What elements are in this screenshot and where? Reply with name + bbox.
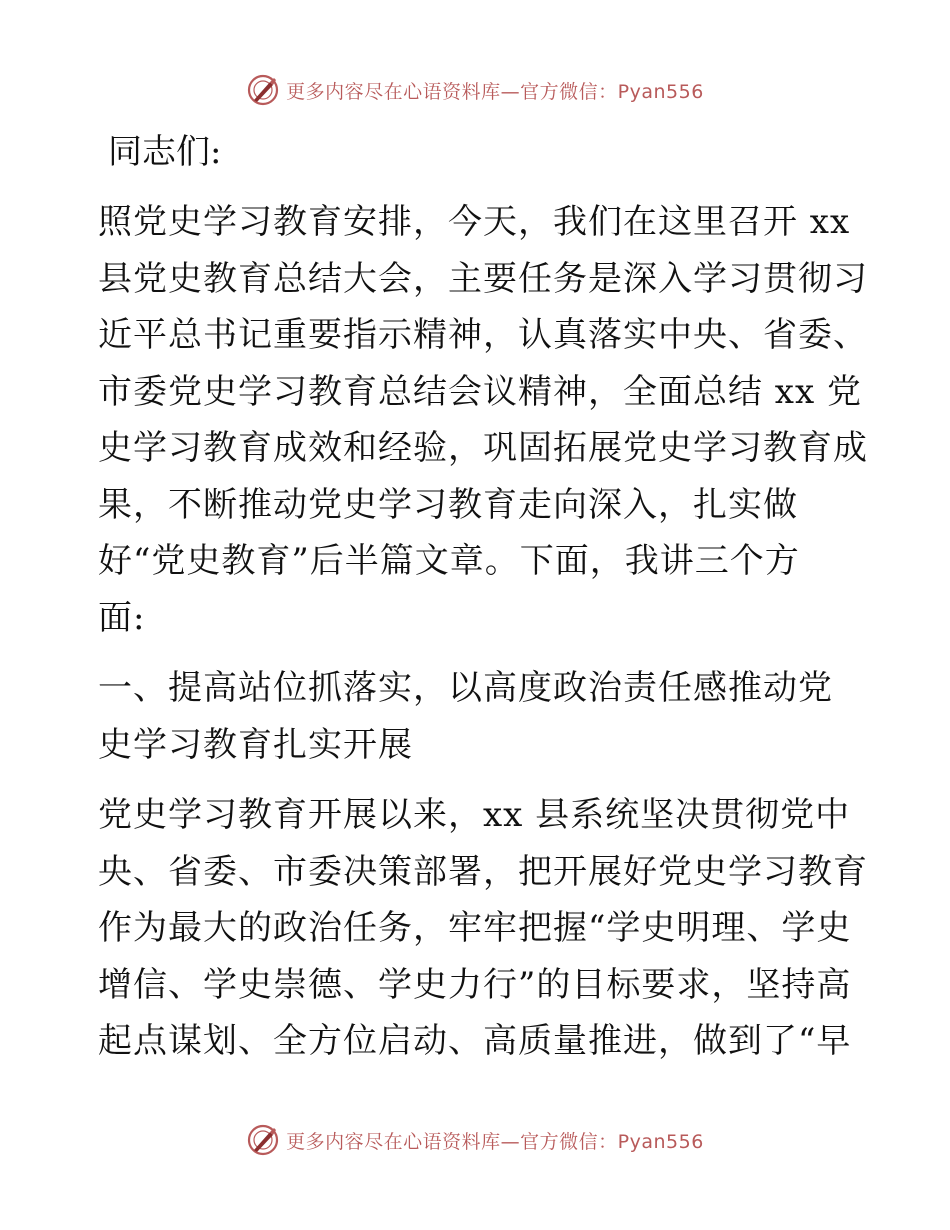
watermark-text: 更多内容尽在心语资料库—官方微信：Pyan556 — [286, 1130, 704, 1153]
heading-line: 史学习教育扎实开展 — [98, 724, 413, 765]
salutation: 同志们: — [108, 132, 222, 172]
text-line: 近平总书记重要指示精神，认真落实中央、省委、 — [98, 315, 868, 355]
pen-logo-icon — [246, 73, 280, 107]
text-line: 照党史学习教育安排，今天，我们在这里召开 xx — [98, 202, 851, 242]
text-line: 市委党史学习教育总结会议精神，全面总结 xx 党 — [98, 371, 862, 412]
watermark-header — [0, 70, 950, 110]
text-line: 起点谋划、全方位启动、高质量推进，做到了“早 — [98, 1021, 852, 1061]
watermark-footer — [0, 1120, 950, 1160]
text-line: 党史学习教育开展以来，xx 县系统坚决贯彻党中 — [98, 795, 851, 835]
section-heading-1 — [98, 660, 858, 773]
text-line: 面: — [98, 597, 146, 638]
document-body — [98, 120, 868, 1084]
text-line: 县党史教育总结大会，主要任务是深入学习贯彻习 — [98, 258, 868, 299]
text-line: 央、省委、市委决策部署，把开展好党史学习教育 — [98, 851, 868, 892]
paragraph-intro — [98, 194, 868, 646]
text-line: 史学习教育成效和经验，巩固拓展党史学习教育成 — [98, 428, 868, 468]
text-line: 好“党史教育”后半篇文章。下面，我讲三个方 — [98, 541, 800, 581]
heading-line: 一、提高站位抓落实，以高度政治责任感推动党 — [98, 668, 833, 708]
paragraph-section-1 — [98, 787, 868, 1070]
pen-logo-icon — [246, 1123, 280, 1157]
watermark-text: 更多内容尽在心语资料库—官方微信：Pyan556 — [286, 80, 704, 103]
text-line: 增信、学史崇德、学史力行”的目标要求，坚持高 — [98, 964, 852, 1005]
text-line: 果，不断推动党史学习教育走向深入，扎实做 — [98, 484, 798, 525]
text-line: 作为最大的政治任务，牢牢把握“学史明理、学史 — [98, 908, 852, 948]
